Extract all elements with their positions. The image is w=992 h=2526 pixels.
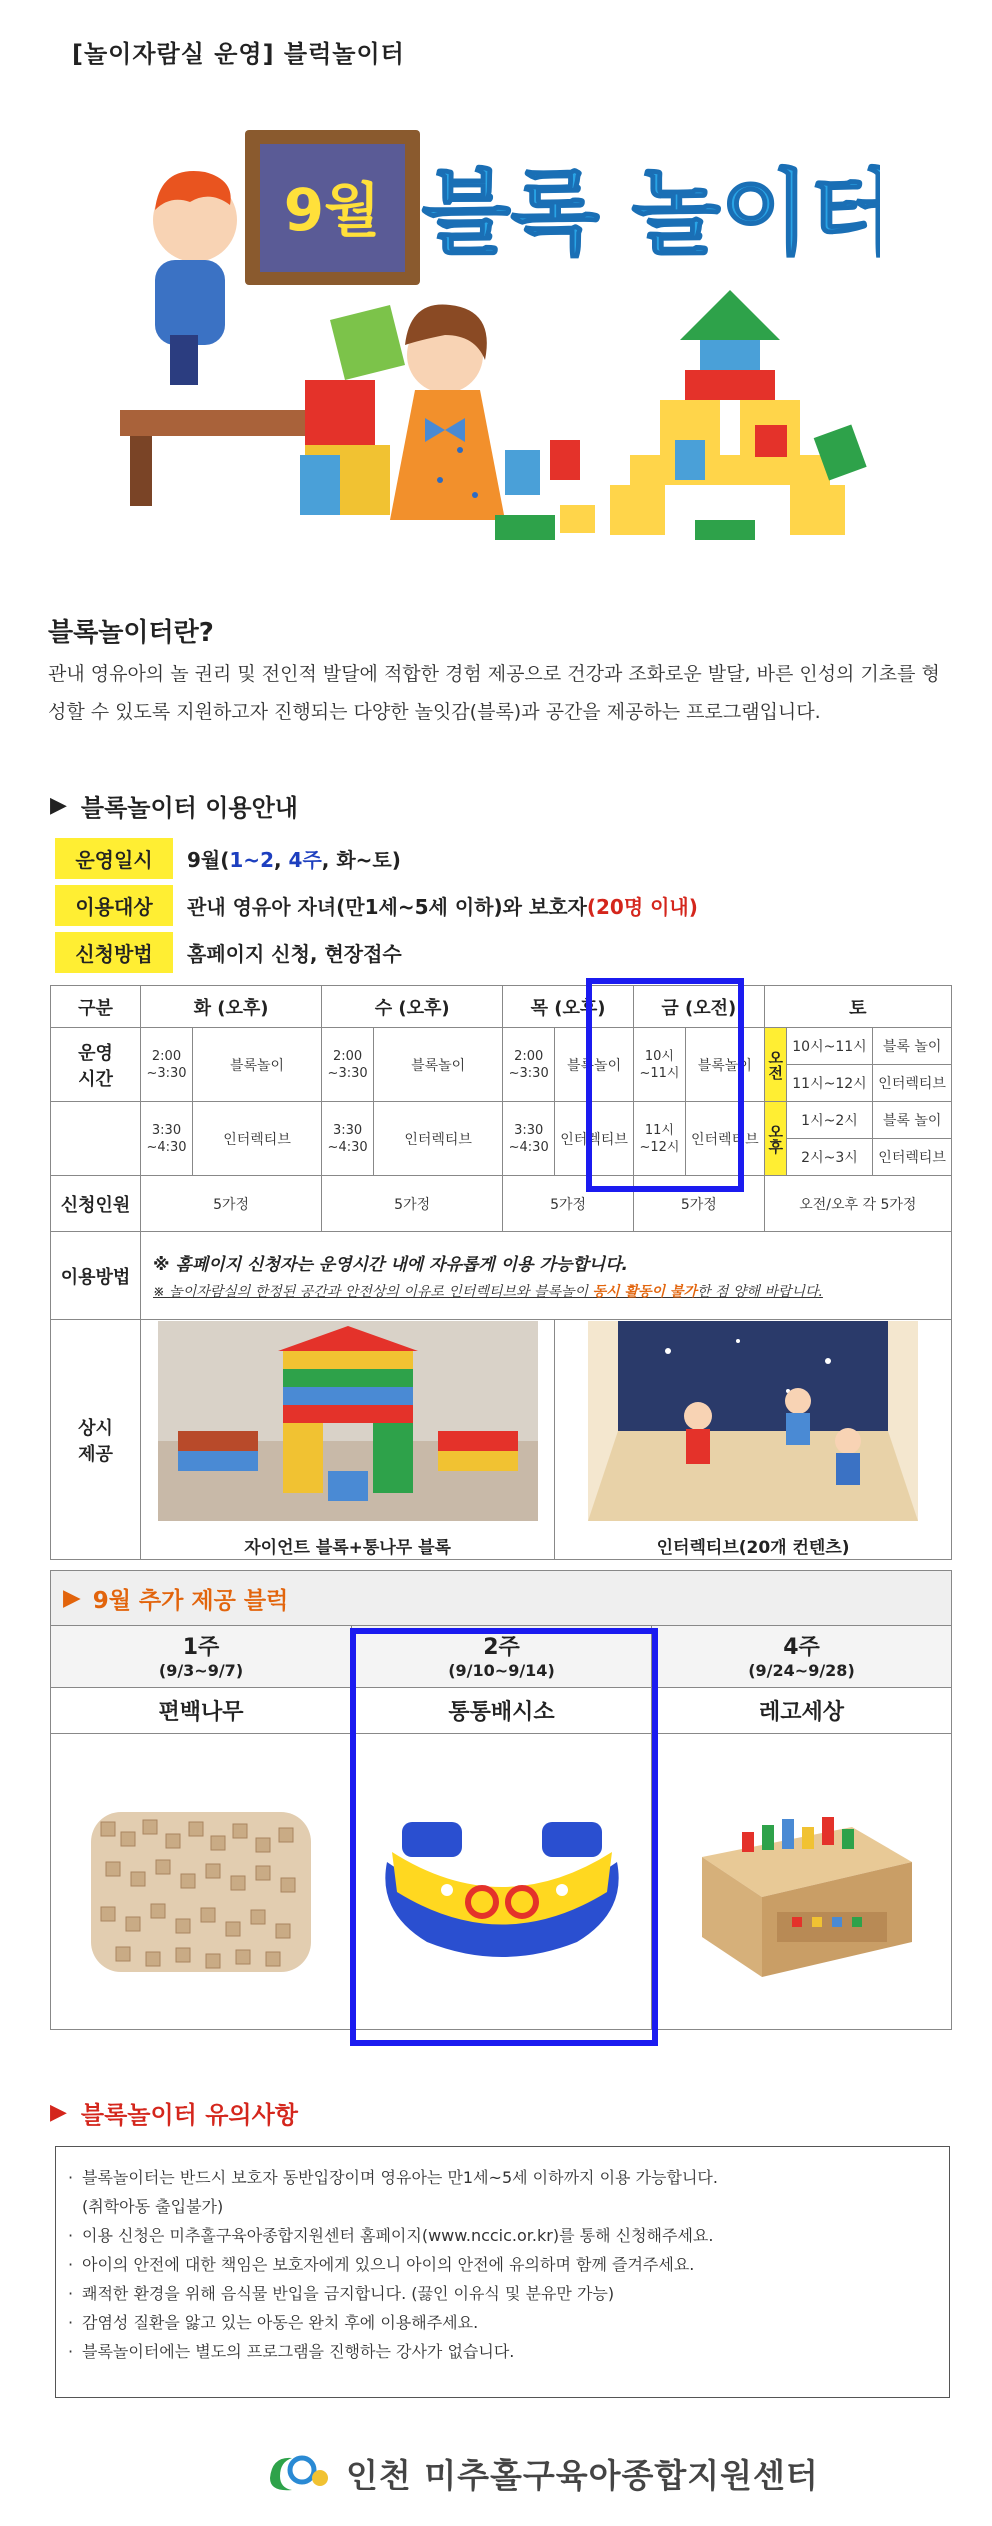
am-label: 오전 [764, 1028, 786, 1102]
caution-item: · 쾌적한 환경을 위해 음식물 반입을 금지합니다. (끓인 이유식 및 분유만 가능) [66, 2279, 939, 2308]
caution-item-sub: (취학아동 출입불가) [82, 2197, 224, 2216]
caution-item: · 감염성 질환을 앓고 있는 아동은 완치 후에 이용해주세요. [66, 2308, 939, 2337]
sat-activity-cell: 인터렉티브 [873, 1139, 952, 1176]
boat-seesaw-image [377, 1792, 627, 1972]
schedule-header-row [51, 986, 952, 1028]
giant-block-photo [158, 1321, 538, 1521]
photo-caption: 인터렉티브(20개 컨텐츠) [656, 1538, 850, 1558]
col-header: 목 (오후) [503, 986, 634, 1028]
week-number: 4주 [783, 1635, 820, 1660]
time-cell: 11시 ~12시 [633, 1102, 685, 1176]
week-dates: (9/3~9/7) [158, 1661, 244, 1680]
photo-caption: 자이언트 블록+통나무 블록 [244, 1538, 451, 1558]
block-name: 통통배시소 [351, 1688, 651, 1734]
activity-cell: 블록놀이 [685, 1028, 764, 1102]
block-name: 레고세상 [651, 1688, 951, 1734]
time-cell: 2:00 ~3:30 [322, 1028, 374, 1102]
activity-cell: 인터렉티브 [555, 1102, 634, 1176]
block-image [651, 1734, 951, 2029]
time-cell: 2:00 ~3:30 [141, 1028, 193, 1102]
time-cell: 3:30 ~4:30 [141, 1102, 193, 1176]
sat-time-cell: 10시~11시 [786, 1028, 873, 1065]
col-header: 화 (오후) [141, 986, 322, 1028]
block-name: 편백나무 [51, 1688, 351, 1734]
extra-blocks-title: 9월 추가 제공 블럭 [92, 1587, 289, 1614]
caution-item: · 아이의 안전에 대한 책임은 보호자에게 있으니 아이의 안전에 유의하며 함께 즐겨주세요. [66, 2250, 939, 2279]
info-badge: 신청방법 [55, 932, 173, 973]
info-value: 관내 영유아 자녀(만1세~5세 이하)와 보호자(20명 이내) [187, 895, 698, 919]
schedule-table [50, 985, 952, 1560]
intro-text: 관내 영유아의 놀 권리 및 전인적 발달에 적합한 경험 제공으로 건강과 조화로운 발달, 바른 인성의 기초를 형성할 수 있도록 지원하고자 진행되는 다양한 놀잇감(블록)과 공간을 제공하는 프로그램입니다. [48, 663, 940, 723]
capacity-cell: 오전/오후 각 5가정 [764, 1176, 951, 1232]
time-cell: 3:30 ~4:30 [503, 1102, 555, 1176]
week-number: 2주 [483, 1635, 520, 1660]
block-image [51, 1734, 351, 2029]
caution-item: · 블록놀이터는 반드시 보호자 동반입장이며 영유아는 만1세~5세 이하까지 이용 가능합니다. [66, 2163, 939, 2192]
usage-notes [141, 1232, 952, 1320]
info-row-apply [55, 932, 402, 973]
row-label-time: 운영 시간 [51, 1028, 141, 1102]
intro-title: 블록놀이터란? [48, 618, 214, 648]
sat-time-cell: 1시~2시 [786, 1102, 873, 1139]
triangle-bullet-icon: ▶ [50, 793, 67, 818]
row-label-usage: 이용방법 [51, 1232, 141, 1320]
triangle-bullet-icon: ▶ [63, 1585, 81, 1611]
page-title: [놀이자람실 운영] 블럭놀이터 [72, 40, 405, 68]
guide-title: 블록놀이터 이용안내 [80, 794, 298, 822]
week-column [51, 1626, 351, 2029]
week-dates: (9/10~9/14) [448, 1661, 555, 1680]
col-header: 금 (오전) [633, 986, 764, 1028]
guide-section-title [50, 788, 298, 823]
capacity-cell: 5가정 [322, 1176, 503, 1232]
activity-cell: 인터렉티브 [374, 1102, 503, 1176]
row-label-always: 상시 제공 [51, 1320, 141, 1560]
week-column [651, 1626, 951, 2029]
extra-blocks-header [51, 1571, 951, 1626]
center-logo-icon [262, 2448, 332, 2498]
time-cell: 10시 ~11시 [633, 1028, 685, 1102]
sat-activity-cell: 인터렉티브 [873, 1065, 952, 1102]
activity-cell: 블록놀이 [193, 1028, 322, 1102]
caution-item: · 이용 신청은 미추홀구육아종합지원센터 홈페이지(www.nccic.or.kr)를 통해 신청해주세요. [66, 2221, 939, 2250]
interactive-photo [588, 1321, 918, 1521]
block-image [351, 1734, 651, 2029]
col-header: 수 (오후) [322, 986, 503, 1028]
pm-label: 오후 [764, 1102, 786, 1176]
info-badge: 운영일시 [55, 838, 173, 879]
col-header: 토 [764, 986, 951, 1028]
activity-cell: 인터렉티브 [685, 1102, 764, 1176]
week-number: 1주 [182, 1635, 220, 1660]
week-column [351, 1626, 651, 2029]
hero-month: 9월 [283, 176, 381, 244]
info-value: 9월(1~2, 4주, 화~토) [187, 848, 401, 872]
extra-blocks-table [50, 1570, 952, 2030]
sat-time-cell: 11시~12시 [786, 1065, 873, 1102]
caution-box [55, 2146, 950, 2398]
hero-illustration [100, 110, 880, 610]
activity-cell: 블록놀이 [374, 1028, 503, 1102]
info-row-target [55, 885, 698, 926]
lego-table-image [682, 1777, 922, 1987]
capacity-cell: 5가정 [141, 1176, 322, 1232]
activity-cell: 인터렉티브 [193, 1102, 322, 1176]
triangle-bullet-icon: ▶ [50, 2100, 67, 2125]
info-badge: 이용대상 [55, 885, 173, 926]
info-value: 홈페이지 신청, 현장접수 [187, 942, 402, 966]
info-row-schedule [55, 838, 401, 879]
capacity-cell: 5가정 [503, 1176, 634, 1232]
capacity-cell: 5가정 [633, 1176, 764, 1232]
usage-note-2: ※ 놀이자람실의 한정된 공간과 안전상의 이유로 인터렉티브와 블록놀이 동시 활동이 불가한 점 양해 바랍니다. [153, 1284, 823, 1300]
time-cell: 2:00 ~3:30 [503, 1028, 555, 1102]
week-dates: (9/24~9/28) [748, 1661, 855, 1680]
col-header: 구분 [51, 986, 141, 1028]
photo-cell-interactive [555, 1320, 952, 1560]
caution-section-title [50, 2095, 298, 2130]
photo-cell-blocks [141, 1320, 555, 1560]
activity-cell: 블록놀이 [555, 1028, 634, 1102]
time-cell: 3:30 ~4:30 [322, 1102, 374, 1176]
footer [262, 2448, 819, 2498]
caution-title: 블록놀이터 유의사항 [80, 2101, 298, 2129]
cypress-blocks-image [81, 1772, 321, 1992]
sat-activity-cell: 블록 놀이 [873, 1028, 952, 1065]
usage-note-1: ※ 홈페이지 신청자는 운영시간 내에 자유롭게 이용 가능합니다. [153, 1255, 628, 1275]
hero-title: 블록 놀이터 [421, 160, 880, 267]
row-label-capacity: 신청인원 [51, 1176, 141, 1232]
footer-org-name: 인천 미추홀구육아종합지원센터 [346, 2455, 819, 2495]
sat-activity-cell: 블록 놀이 [873, 1102, 952, 1139]
sat-time-cell: 2시~3시 [786, 1139, 873, 1176]
caution-item: · 블록놀이터에는 별도의 프로그램을 진행하는 강사가 없습니다. [66, 2337, 939, 2366]
